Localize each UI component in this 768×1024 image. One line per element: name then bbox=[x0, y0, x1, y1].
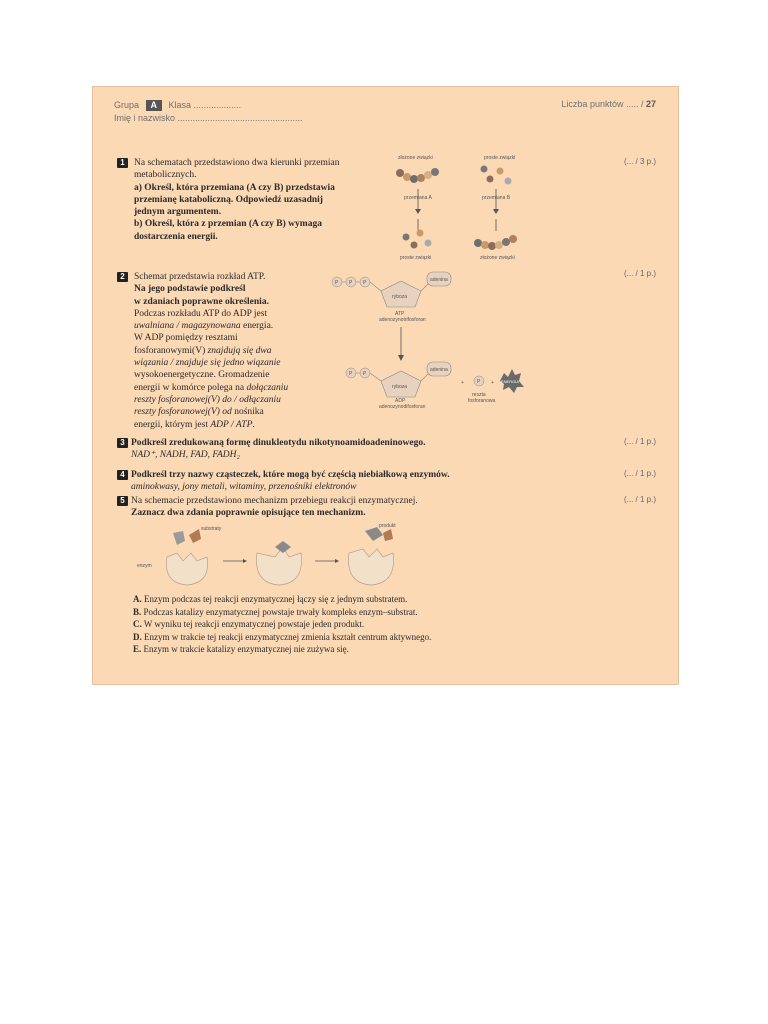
worksheet-page bbox=[92, 86, 679, 685]
text-line: uwalniana / magazynowana energia. bbox=[134, 321, 274, 332]
question-number: 4 bbox=[117, 470, 128, 480]
enzyme-mechanism-diagram bbox=[133, 523, 413, 587]
choice-phrase[interactable]: reszty fosforanowej(V) od bbox=[134, 407, 232, 418]
label-adp-full: adenozynodifosforan bbox=[379, 404, 426, 409]
question-text bbox=[131, 469, 571, 494]
answer-option-c[interactable]: C. W wyniku tej reakcji enzymatycznej powstaje jeden produkt. bbox=[133, 619, 365, 629]
adp-phosphate-chain bbox=[346, 368, 381, 381]
question-number: 5 bbox=[117, 496, 128, 506]
question-1-points: (... / 3 p.) bbox=[623, 157, 656, 166]
text-line: Schemat przedstawia rozkład ATP. bbox=[134, 272, 266, 282]
text-line bbox=[134, 394, 334, 406]
text-line: w zdaniach poprawne określenia. bbox=[134, 296, 269, 307]
answer-options[interactable]: aminokwasy, jony metali, witaminy, przenośniki elektronów bbox=[131, 482, 357, 493]
choice-phrase[interactable]: ADP / ATP bbox=[210, 419, 253, 430]
text-line: Na schematach przedstawiono dwa kierunki przemian bbox=[134, 158, 340, 168]
enzyme-released bbox=[348, 549, 393, 585]
question-number: 2 bbox=[117, 272, 128, 282]
question-number: 1 bbox=[117, 158, 128, 168]
group-badge: A bbox=[146, 100, 163, 111]
product-shape bbox=[365, 527, 383, 541]
atp-phosphate-chain bbox=[332, 277, 381, 291]
answer-option-d[interactable]: D. Enzym w trakcie tej reakcji enzymatycznej zmienia kształt centrum aktywnego. bbox=[133, 631, 432, 642]
svg-text:+: + bbox=[461, 380, 464, 386]
label-complex-top: złożone związki bbox=[398, 155, 433, 161]
text-line: energii, którym jest ADP / ATP. bbox=[134, 419, 255, 430]
answer-option-a[interactable]: A. Enzym podczas tej reakcji enzymatycznej łączy się z jednym substratem. bbox=[133, 594, 408, 604]
question-text bbox=[134, 271, 334, 431]
answer-list bbox=[133, 593, 431, 656]
svg-text:P: P bbox=[477, 379, 481, 385]
svg-text:+: + bbox=[491, 380, 494, 386]
text-line: a) Określ, która przemiana (A czy B) przedstawia bbox=[134, 182, 335, 193]
text-line: energii w komórce polega na dołączaniu bbox=[134, 382, 289, 393]
question-2-points: (... / 1 p.) bbox=[623, 269, 656, 278]
label-enzyme: enzym bbox=[137, 563, 152, 569]
choice-phrase[interactable]: reszty fosforanowej(V) do / odłączaniu bbox=[134, 394, 281, 405]
enzyme-shape bbox=[166, 553, 207, 585]
text-line: jednym argumentem. bbox=[134, 207, 222, 218]
name-label: Imię i nazwisko .................................................. bbox=[114, 113, 303, 123]
answer-option-b[interactable]: B. Podczas katalizy enzymatycznej powstaje trwały kompleks enzym–substrat. bbox=[133, 606, 418, 617]
class-label: Klasa ................... bbox=[168, 100, 242, 110]
text-line: Na jego podstawie podkreśl bbox=[134, 284, 246, 295]
complex-molecule-result bbox=[474, 235, 517, 250]
text-line: Zaznacz dwa zdania poprawnie opisujące ten mechanizm. bbox=[131, 508, 366, 519]
svg-text:fosforanowa: fosforanowa bbox=[468, 398, 496, 404]
simple-molecules-result bbox=[403, 230, 432, 249]
svg-text:P: P bbox=[349, 371, 353, 377]
text-line: Podczas rozkładu ATP do ADP jest bbox=[134, 308, 268, 319]
label-process-b: przemiana B bbox=[482, 195, 511, 201]
substrate-1 bbox=[173, 531, 185, 545]
svg-text:ryboza: ryboza bbox=[392, 384, 408, 390]
points-label: Liczba punktów ..... / bbox=[561, 99, 644, 109]
question-5-points: (... / 1 p.) bbox=[623, 495, 656, 504]
label-product: produkt bbox=[379, 523, 396, 529]
label-substrates: substraty bbox=[201, 526, 222, 532]
svg-text:ENERGIA: ENERGIA bbox=[501, 379, 520, 384]
choice-phrase[interactable]: uwalniana / magazynowana bbox=[134, 321, 241, 332]
question-number: 3 bbox=[117, 438, 128, 448]
text-line: Podkreśl zredukowaną formę dinukleotydu nikotynoamidoadeninowego. bbox=[131, 438, 426, 448]
question-text bbox=[131, 437, 561, 462]
svg-text:adenina: adenina bbox=[430, 277, 448, 283]
svg-text:P: P bbox=[363, 371, 367, 377]
text-line: dostarczenia energii. bbox=[134, 231, 218, 242]
svg-text:P: P bbox=[363, 280, 367, 286]
svg-text:P: P bbox=[349, 280, 353, 286]
label-simple-top: proste związki bbox=[484, 155, 516, 161]
svg-text:P: P bbox=[335, 280, 339, 286]
label-atp-full: adenozynotrifosforan bbox=[379, 317, 426, 323]
text-line: Na schemacie przedstawiono mechanizm przebiegu reakcji enzymatycznej. bbox=[131, 496, 418, 506]
answer-option-e[interactable]: E. Enzym w trakcie katalizy enzymatycznej nie zużywa się. bbox=[133, 644, 349, 654]
label-complex-bottom: złożone związki bbox=[480, 255, 515, 261]
simple-molecules bbox=[481, 166, 512, 185]
answer-options[interactable]: NAD⁺, NADH, FAD, FADH₂ bbox=[131, 450, 240, 461]
group-label: Grupa bbox=[114, 100, 140, 110]
header-student-info bbox=[114, 99, 303, 125]
label-adp: ADP bbox=[395, 398, 406, 404]
text-line: wysokoenergetyczne. Gromadzenie bbox=[134, 370, 270, 381]
text-line: przemianę kataboliczną. Odpowiedź uzasadnij bbox=[134, 194, 323, 205]
points-total: 27 bbox=[645, 99, 656, 109]
question-text bbox=[134, 157, 384, 243]
atp-diagram bbox=[329, 269, 529, 409]
choice-phrase[interactable]: znajdują się dwa bbox=[207, 345, 272, 356]
label-atp: ATP bbox=[395, 311, 405, 317]
text-line bbox=[134, 357, 334, 369]
question-text bbox=[131, 495, 571, 520]
label-process-a: przemiana A bbox=[404, 195, 432, 201]
text-line: W ADP pomiędzy resztami bbox=[134, 333, 238, 344]
metabolism-diagram bbox=[388, 153, 538, 265]
text-line: b) Określ, która z przemian (A czy B) wymaga bbox=[134, 219, 322, 230]
svg-text:ryboza: ryboza bbox=[392, 294, 408, 300]
svg-text:reszta: reszta bbox=[472, 392, 486, 398]
choice-phrase[interactable]: wiązania / znajduje się jedno wiązanie bbox=[134, 358, 281, 369]
complex-molecule-chain bbox=[396, 168, 439, 183]
text-line: Podkreśl trzy nazwy cząsteczek, które mogą być częścią niebiałkową enzymów. bbox=[131, 470, 450, 480]
question-3-points: (... / 1 p.) bbox=[623, 437, 656, 446]
question-4-points: (... / 1 p.) bbox=[623, 469, 656, 478]
choice-phrase[interactable]: dołączaniu bbox=[246, 382, 289, 393]
text-line: fosforanowymi(V) znajdują się dwa bbox=[134, 345, 272, 356]
enzyme-substrate-complex bbox=[256, 547, 301, 585]
substrate-2 bbox=[189, 529, 201, 543]
label-simple-bottom: proste związki bbox=[400, 255, 432, 261]
svg-text:adenina: adenina bbox=[430, 367, 448, 373]
text-line: metabolicznych. bbox=[134, 170, 197, 181]
text-line: reszty fosforanowej(V) od nośnika bbox=[134, 407, 264, 418]
header-points bbox=[561, 99, 656, 109]
